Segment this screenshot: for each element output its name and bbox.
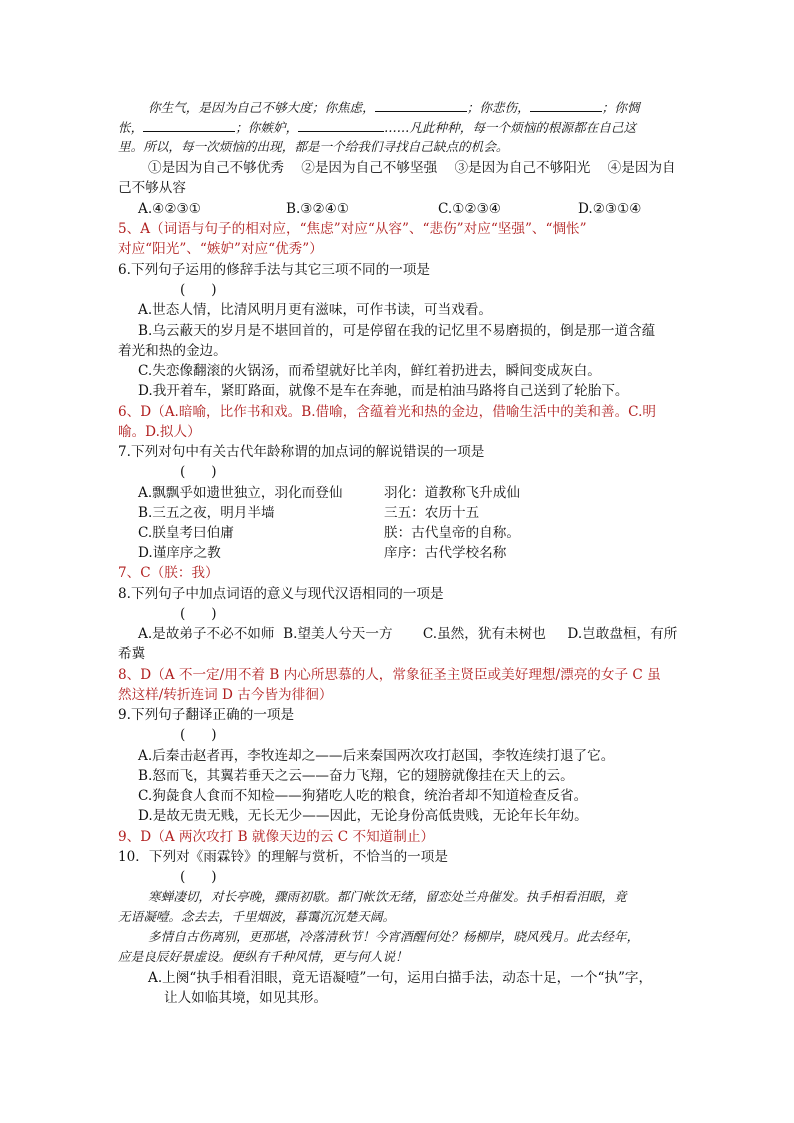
q7-option-c-gloss: 朕：古代皇帝的自称。 <box>384 525 520 541</box>
q7-stem: 7.下列对句中有关古代年龄称谓的加点词的解说错误的一项是 <box>118 444 485 460</box>
q9-option-c[interactable]: C.狗彘食人食而不知检——狗猪吃人吃的粮食，统治者却不知道检查反省。 <box>138 788 588 804</box>
q7-option-d-gloss: 庠序：古代学校名称 <box>384 545 507 561</box>
q7-option-a-gloss: 羽化：道教称飞升成仙 <box>384 485 520 501</box>
q10-answer-paren[interactable]: ( ) <box>180 869 217 885</box>
q8-answer-line-2: 然这样/转折连词 D 古今皆为徘徊） <box>118 687 333 703</box>
q10-stem: 10．下列对《雨霖铃》的理解与赏析，不恰当的一项是 <box>118 849 448 865</box>
passage-text: ；你惆 <box>601 100 640 115</box>
passage-text: ；你悲伤， <box>466 100 530 115</box>
q6-option-b-line-2[interactable]: 着光和热的金边。 <box>118 343 227 359</box>
q7-answer-paren[interactable]: ( ) <box>180 464 217 480</box>
q5-choice-d[interactable]: D.②③①④ <box>578 201 642 217</box>
q7-option-b-gloss: 三五：农历十五 <box>384 505 480 521</box>
q10-option-a-line-2[interactable]: 让人如临其境，如见其形。 <box>164 990 328 1006</box>
q5-answer-line-1: 5、A（词语与句子的相对应，“焦虑”对应“从容”、“悲伤”对应“坚强”、“惆怅” <box>118 221 587 237</box>
blank-3[interactable] <box>143 117 235 132</box>
q6-stem: 6.下列句子运用的修辞手法与其它三项不同的一项是 <box>118 262 431 278</box>
q5-options-line-2: 己不够从容 <box>118 180 186 196</box>
q6-answer-line-2: 喻。D.拟人） <box>118 424 201 440</box>
q6-answer-paren[interactable]: ( ) <box>180 282 217 298</box>
q6-option-c[interactable]: C.失恋像翻滚的火锅汤，而希望就好比羊肉，鲜红着扔进去，瞬间变成灰白。 <box>138 363 601 379</box>
q5-choice-c[interactable]: C.①②③④ <box>438 201 501 217</box>
q9-answer: 9、D（A 两次攻打 B 就像天边的云 C 不知道制止） <box>118 829 435 845</box>
q9-option-a[interactable]: A.后秦击赵者再，李牧连却之——后来秦国两次攻打赵国，李牧连续打退了它。 <box>138 748 615 764</box>
q7-answer: 7、C（朕：我） <box>118 565 219 581</box>
q8-options-line-2[interactable]: 希冀 <box>118 646 146 662</box>
q9-option-d[interactable]: D.是故无贵无贱，无长无少——因此，无论身份高低贵贱，无论年长年幼。 <box>138 808 588 824</box>
passage-text: ……凡此种种，每一个烦恼的根源都在自己这 <box>384 120 637 135</box>
poem-line-3: 多情自古伤离别，更那堪，冷落清秋节！今宵酒醒何处？杨柳岸，晓风残月。此去经年， <box>148 929 640 944</box>
q8-answer-paren[interactable]: ( ) <box>180 606 217 622</box>
blank-1[interactable] <box>375 97 467 112</box>
q7-option-a[interactable]: A.飘飘乎如遗世独立，羽化而登仙 <box>138 485 343 501</box>
q6-answer-line-1: 6、D（A.暗喻，比作书和戏。B.借喻，含蕴着光和热的金边，借喻生活中的美和善。C.明 <box>118 404 657 420</box>
q5-options-line-1: ①是因为自己不够优秀 ②是因为自己不够坚强 ③是因为自己不够阳光 ④是因为自 <box>148 160 676 176</box>
passage-line-1 <box>148 97 639 118</box>
poem-line-2: 无语凝噎。念去去，千里烟波，暮霭沉沉楚天阔。 <box>118 909 396 924</box>
q9-answer-paren[interactable]: ( ) <box>180 727 217 743</box>
passage-text: 你生气，是因为自己不够大度；你焦虑， <box>148 100 375 115</box>
q10-option-a-line-1[interactable]: A.上阕“执手相看泪眼，竟无语凝噎”一句，运用白描手法，动态十足，一个“执”字， <box>148 970 653 986</box>
passage-text: 怅， <box>118 120 144 135</box>
q6-option-b-line-1[interactable]: B.乌云蔽天的岁月是不堪回首的，可是停留在我的记忆里不易磨损的，倒是那一道含蕴 <box>138 323 656 339</box>
q8-stem: 8.下列句子中加点词语的意义与现代汉语相同的一项是 <box>118 586 444 602</box>
poem-line-1: 寒蝉凄切，对长亭晚，骤雨初歇。都门帐饮无绪，留恋处兰舟催发。执手相看泪眼，竟 <box>148 889 627 904</box>
q6-option-d[interactable]: D.我开着车，紧盯路面，就像不是车在奔驰，而是柏油马路将自己送到了轮胎下。 <box>138 383 629 399</box>
q9-option-b[interactable]: B.怒而飞，其翼若垂天之云——奋力飞翔，它的翅膀就像挂在天上的云。 <box>138 768 574 784</box>
q5-choice-a[interactable]: A.④②③① <box>138 201 201 217</box>
q9-stem: 9.下列句子翻译正确的一项是 <box>118 707 295 723</box>
q6-option-a[interactable]: A.世态人情，比清风明月更有滋味，可作书读，可当戏看。 <box>138 302 492 318</box>
q7-option-c[interactable]: C.朕皇考曰伯庸 <box>138 525 234 541</box>
poem-line-4: 应是良辰好景虚设。便纵有千种风情，更与何人说！ <box>118 949 408 964</box>
q8-options-line-1[interactable]: A.是故弟子不必不如师 B.望美人兮天一方 C.虽然，犹有未树也 D.岂敢盘桓，有所 <box>138 626 678 642</box>
passage-text: ；你嫉妒， <box>235 120 299 135</box>
q5-answer-line-2: 对应“阳光”、“嫉妒”对应“优秀”） <box>118 241 323 257</box>
passage-line-2 <box>118 117 636 138</box>
blank-2[interactable] <box>530 97 602 112</box>
passage-line-3: 里。所以，每一次烦恼的出现，都是一个给我们寻找自己缺点的机会。 <box>118 139 509 154</box>
q7-option-b[interactable]: B.三五之夜，明月半墙 <box>138 505 275 521</box>
q5-choice-b[interactable]: B.③②④① <box>286 201 350 217</box>
blank-4[interactable] <box>298 117 384 132</box>
q7-option-d[interactable]: D.谨庠序之教 <box>138 545 221 561</box>
q8-answer-line-1: 8、D（A 不一定/用不着 B 内心所思慕的人，常象征圣主贤臣或美好理想/漂亮的女子 C 虽 <box>118 667 661 683</box>
